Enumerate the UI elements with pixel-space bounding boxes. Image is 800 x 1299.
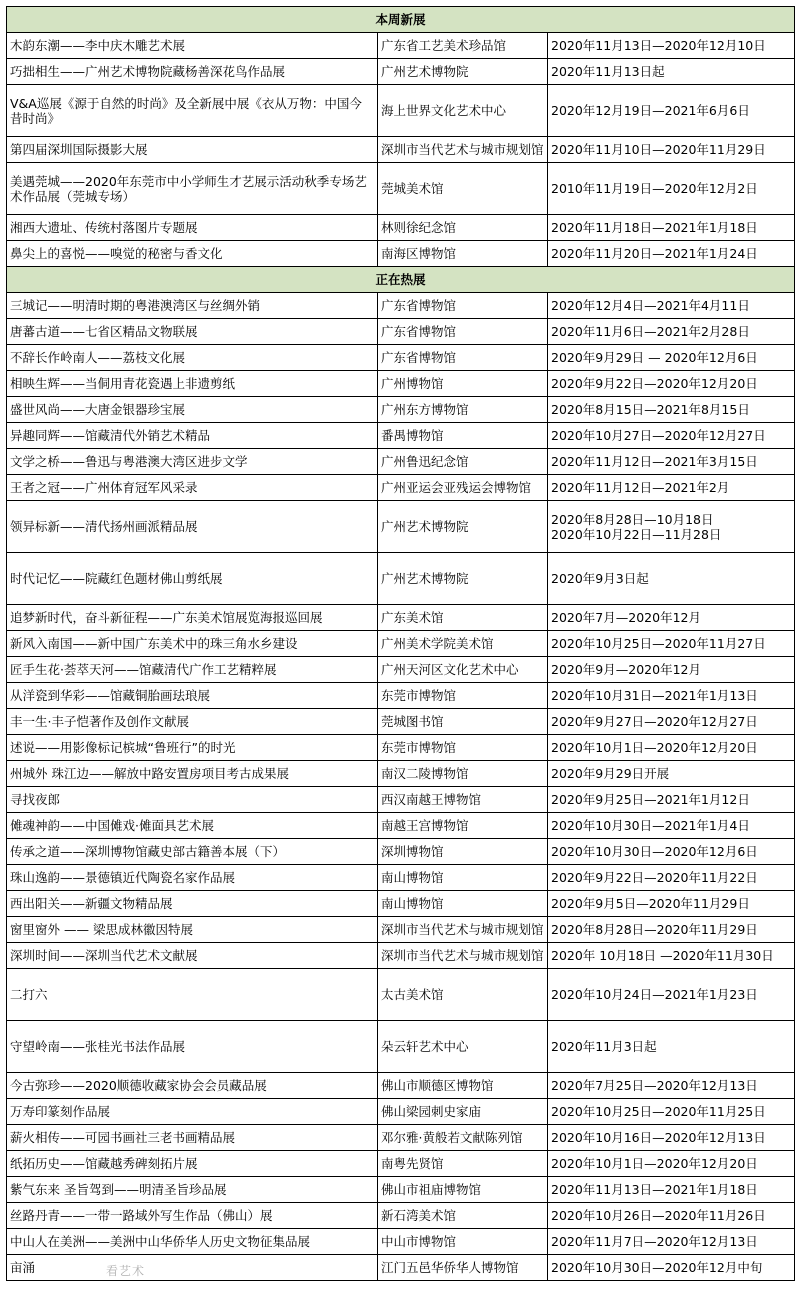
section-header bbox=[7, 267, 795, 293]
exhibition-venue: 深圳市当代艺术与城市规划馆 bbox=[378, 943, 548, 969]
exhibition-date bbox=[548, 969, 795, 1021]
table-row bbox=[7, 59, 795, 85]
table-row bbox=[7, 163, 795, 215]
table-row bbox=[7, 761, 795, 787]
date-line: 2020年10月25日—2020年11月27日 bbox=[551, 636, 766, 651]
exhibition-name: 王者之冠——广州体育冠军风采录 bbox=[7, 475, 378, 501]
table-row bbox=[7, 449, 795, 475]
exhibition-name: 鼻尖上的喜悦——嗅觉的秘密与香文化 bbox=[7, 241, 378, 267]
exhibition-venue: 莞城图书馆 bbox=[378, 709, 548, 735]
date-line: 2020年10月1日—2020年12月20日 bbox=[551, 1156, 758, 1171]
exhibition-name: 领异标新——清代扬州画派精品展 bbox=[7, 501, 378, 553]
exhibition-date bbox=[548, 1177, 795, 1203]
exhibition-date bbox=[548, 761, 795, 787]
table-row bbox=[7, 1229, 795, 1255]
exhibition-name: 匠手生花·荟萃天河——馆藏清代广作工艺精粹展 bbox=[7, 657, 378, 683]
exhibition-date bbox=[548, 1255, 795, 1281]
date-line: 2020年7月25日—2020年12月13日 bbox=[551, 1078, 758, 1093]
exhibition-name: 述说——用影像标记槟城“鲁班行”的时光 bbox=[7, 735, 378, 761]
exhibition-venue: 深圳市当代艺术与城市规划馆 bbox=[378, 917, 548, 943]
date-line: 2020年10月1日—2020年12月20日 bbox=[551, 740, 758, 755]
exhibition-name: 珠山逸韵——景德镇近代陶瓷名家作品展 bbox=[7, 865, 378, 891]
exhibition-date bbox=[548, 371, 795, 397]
exhibition-venue: 太古美术馆 bbox=[378, 969, 548, 1021]
exhibition-venue: 佛山梁园刺史家庙 bbox=[378, 1099, 548, 1125]
exhibition-venue: 番禺博物馆 bbox=[378, 423, 548, 449]
exhibition-venue: 广东省博物馆 bbox=[378, 319, 548, 345]
table-row bbox=[7, 1125, 795, 1151]
exhibition-date bbox=[548, 423, 795, 449]
table-row bbox=[7, 33, 795, 59]
exhibition-name: 中山人在美洲——美洲中山华侨华人历史文物征集品展 bbox=[7, 1229, 378, 1255]
exhibition-date bbox=[548, 865, 795, 891]
exhibition-name: 湘西大遗址、传统村落图片专题展 bbox=[7, 215, 378, 241]
exhibition-venue: 西汉南越王博物馆 bbox=[378, 787, 548, 813]
exhibition-date bbox=[548, 787, 795, 813]
table-row bbox=[7, 397, 795, 423]
date-line: 2020年9月25日—2021年1月12日 bbox=[551, 792, 750, 807]
exhibition-name: 时代记忆——院藏红色题材佛山剪纸展 bbox=[7, 553, 378, 605]
table-row bbox=[7, 371, 795, 397]
date-line: 2020年10月24日—2021年1月23日 bbox=[551, 987, 758, 1002]
exhibition-venue: 广州美术学院美术馆 bbox=[378, 631, 548, 657]
date-line: 2020年9月27日—2020年12月27日 bbox=[551, 714, 758, 729]
exhibition-date bbox=[548, 1229, 795, 1255]
exhibition-venue: 广州艺术博物院 bbox=[378, 553, 548, 605]
exhibition-venue: 广州东方博物馆 bbox=[378, 397, 548, 423]
exhibition-name: 州城外 珠江边——解放中路安置房项目考古成果展 bbox=[7, 761, 378, 787]
table-row bbox=[7, 657, 795, 683]
exhibition-name: 文学之桥——鲁迅与粤港澳大湾区进步文学 bbox=[7, 449, 378, 475]
exhibition-venue: 广东美术馆 bbox=[378, 605, 548, 631]
exhibition-date bbox=[548, 241, 795, 267]
exhibition-venue: 广州艺术博物院 bbox=[378, 59, 548, 85]
table-row bbox=[7, 1021, 795, 1073]
table-row bbox=[7, 553, 795, 605]
exhibition-date bbox=[548, 1021, 795, 1073]
date-line: 2020年11月13日—2021年1月18日 bbox=[551, 1182, 758, 1197]
exhibition-name: 相映生辉——当侗用青花瓷遇上非遗剪纸 bbox=[7, 371, 378, 397]
exhibition-venue: 深圳博物馆 bbox=[378, 839, 548, 865]
exhibition-name: 木韵东潮——李中庆木雕艺术展 bbox=[7, 33, 378, 59]
exhibition-date bbox=[548, 33, 795, 59]
exhibition-date bbox=[548, 397, 795, 423]
table-row bbox=[7, 1151, 795, 1177]
exhibition-venue: 朵云轩艺术中心 bbox=[378, 1021, 548, 1073]
exhibition-date bbox=[548, 1073, 795, 1099]
date-line: 2020年 10月18日 —2020年11月30日 bbox=[551, 948, 774, 963]
exhibition-name: 美遇莞城——2020年东莞市中小学师生才艺展示活动秋季专场艺术作品展（莞城专场） bbox=[7, 163, 378, 215]
date-line: 2020年10月22日—11月28日 bbox=[551, 526, 722, 542]
exhibition-venue: 林则徐纪念馆 bbox=[378, 215, 548, 241]
date-line: 2020年9月22日—2020年11月22日 bbox=[551, 870, 758, 885]
date-line: 2020年10月26日—2020年11月26日 bbox=[551, 1208, 766, 1223]
exhibition-date bbox=[548, 293, 795, 319]
date-line: 2020年9月—2020年12月 bbox=[551, 662, 701, 677]
date-line: 2020年11月13日起 bbox=[551, 64, 665, 79]
table-row bbox=[7, 787, 795, 813]
date-line: 2020年11月7日—2020年12月13日 bbox=[551, 1234, 758, 1249]
exhibition-venue: 广东省工艺美术珍品馆 bbox=[378, 33, 548, 59]
table-row bbox=[7, 215, 795, 241]
exhibition-venue: 东莞市博物馆 bbox=[378, 683, 548, 709]
date-line: 2020年10月16日—2020年12月13日 bbox=[551, 1130, 766, 1145]
exhibition-venue: 东莞市博物馆 bbox=[378, 735, 548, 761]
exhibition-date bbox=[548, 813, 795, 839]
exhibition-venue: 南越王宫博物馆 bbox=[378, 813, 548, 839]
exhibition-venue: 佛山市顺德区博物馆 bbox=[378, 1073, 548, 1099]
exhibition-date bbox=[548, 605, 795, 631]
date-line: 2020年9月22日—2020年12月20日 bbox=[551, 376, 758, 391]
exhibition-name: 从洋瓷到华彩——馆藏铜胎画珐琅展 bbox=[7, 683, 378, 709]
exhibition-name: 守望岭南——张桂光书法作品展 bbox=[7, 1021, 378, 1073]
exhibition-name: 傩魂神韵——中国傩戏·傩面具艺术展 bbox=[7, 813, 378, 839]
exhibition-venue: 江门五邑华侨华人博物馆 bbox=[378, 1255, 548, 1281]
exhibition-venue: 广东省博物馆 bbox=[378, 345, 548, 371]
watermark: 看艺术 bbox=[106, 1264, 146, 1278]
exhibition-name: 西出阳关——新疆文物精品展 bbox=[7, 891, 378, 917]
exhibition-name: 盛世风尚——大唐金银器珍宝展 bbox=[7, 397, 378, 423]
table-row bbox=[7, 319, 795, 345]
exhibition-venue: 广州博物馆 bbox=[378, 371, 548, 397]
date-line: 2020年11月6日—2021年2月28日 bbox=[551, 324, 750, 339]
exhibition-name: V&A巡展《源于自然的时尚》及全新展中展《衣从万物：中国今昔时尚》 bbox=[7, 85, 378, 137]
exhibition-date bbox=[548, 917, 795, 943]
date-line: 2020年11月10日—2020年11月29日 bbox=[551, 142, 766, 157]
section-title: 本周新展 bbox=[7, 7, 795, 33]
exhibition-date bbox=[548, 85, 795, 137]
exhibition-table bbox=[6, 6, 795, 1281]
section-header bbox=[7, 7, 795, 33]
exhibition-date bbox=[548, 553, 795, 605]
exhibition-venue: 广州鲁迅纪念馆 bbox=[378, 449, 548, 475]
exhibition-venue: 南海区博物馆 bbox=[378, 241, 548, 267]
exhibition-name: 亩涌 bbox=[7, 1255, 378, 1281]
table-row bbox=[7, 865, 795, 891]
table-row bbox=[7, 605, 795, 631]
date-line: 2020年10月31日—2021年1月13日 bbox=[551, 688, 758, 703]
exhibition-date bbox=[548, 839, 795, 865]
exhibition-date bbox=[548, 1203, 795, 1229]
exhibition-name: 窗里窗外 —— 梁思成林徽因特展 bbox=[7, 917, 378, 943]
date-line: 2020年9月29日 — 2020年12月6日 bbox=[551, 350, 758, 365]
table-row bbox=[7, 683, 795, 709]
exhibition-name: 第四届深圳国际摄影大展 bbox=[7, 137, 378, 163]
exhibition-venue: 海上世界文化艺术中心 bbox=[378, 85, 548, 137]
table-row bbox=[7, 735, 795, 761]
table-row bbox=[7, 917, 795, 943]
exhibition-venue: 南山博物馆 bbox=[378, 891, 548, 917]
exhibition-venue: 新石湾美术馆 bbox=[378, 1203, 548, 1229]
exhibition-name: 巧拙相生——广州艺术博物院藏杨善深花鸟作品展 bbox=[7, 59, 378, 85]
exhibition-name: 不辞长作岭南人——荔枝文化展 bbox=[7, 345, 378, 371]
exhibition-name: 传承之道——深圳博物馆藏史部古籍善本展（下） bbox=[7, 839, 378, 865]
exhibition-date bbox=[548, 345, 795, 371]
section-title: 正在热展 bbox=[7, 267, 795, 293]
table-row bbox=[7, 709, 795, 735]
date-line: 2020年10月25日—2020年11月25日 bbox=[551, 1104, 766, 1119]
date-line: 2020年9月3日起 bbox=[551, 571, 649, 586]
table-row bbox=[7, 475, 795, 501]
exhibition-venue: 邓尔雅·黄般若文献陈列馆 bbox=[378, 1125, 548, 1151]
exhibition-date bbox=[548, 1125, 795, 1151]
date-line: 2020年11月13日—2020年12月10日 bbox=[551, 38, 766, 53]
table-row bbox=[7, 1099, 795, 1125]
table-row bbox=[7, 241, 795, 267]
exhibition-venue: 广东省博物馆 bbox=[378, 293, 548, 319]
table-row bbox=[7, 137, 795, 163]
exhibition-date bbox=[548, 735, 795, 761]
date-line: 2020年10月30日—2020年12月中旬 bbox=[551, 1260, 763, 1275]
date-line: 2020年8月28日—10月18日 bbox=[551, 511, 714, 527]
exhibition-date bbox=[548, 137, 795, 163]
exhibition-venue: 深圳市当代艺术与城市规划馆 bbox=[378, 137, 548, 163]
date-line: 2020年11月20日—2021年1月24日 bbox=[551, 246, 758, 261]
exhibition-venue: 中山市博物馆 bbox=[378, 1229, 548, 1255]
exhibition-name: 紫气东来 圣旨驾到——明清圣旨珍品展 bbox=[7, 1177, 378, 1203]
exhibition-name: 丝路丹青——一带一路域外写生作品（佛山）展 bbox=[7, 1203, 378, 1229]
exhibition-date bbox=[548, 631, 795, 657]
exhibition-date bbox=[548, 215, 795, 241]
exhibition-date bbox=[548, 1151, 795, 1177]
exhibition-name: 万寿印篆刻作品展 bbox=[7, 1099, 378, 1125]
table-row bbox=[7, 501, 795, 553]
exhibition-date bbox=[548, 475, 795, 501]
exhibition-date bbox=[548, 449, 795, 475]
table-row bbox=[7, 1203, 795, 1229]
exhibition-venue: 广州艺术博物院 bbox=[378, 501, 548, 553]
exhibition-name: 二打六 bbox=[7, 969, 378, 1021]
exhibition-venue: 广州亚运会亚残运会博物馆 bbox=[378, 475, 548, 501]
date-line: 2020年11月12日—2021年2月 bbox=[551, 480, 730, 495]
exhibition-name: 薪火相传——可园书画社三老书画精品展 bbox=[7, 1125, 378, 1151]
exhibition-name: 纸拓历史——馆藏越秀碑刻拓片展 bbox=[7, 1151, 378, 1177]
date-line: 2020年10月27日—2020年12月27日 bbox=[551, 428, 766, 443]
date-line: 2020年8月15日—2021年8月15日 bbox=[551, 402, 750, 417]
date-line: 2020年7月—2020年12月 bbox=[551, 610, 701, 625]
exhibition-date bbox=[548, 501, 795, 553]
exhibition-name: 今古弥珍——2020顺德收藏家协会会员藏品展 bbox=[7, 1073, 378, 1099]
date-line: 2010年11月19日—2020年12月2日 bbox=[551, 181, 758, 196]
date-line: 2020年11月12日—2021年3月15日 bbox=[551, 454, 758, 469]
table-row bbox=[7, 293, 795, 319]
table-row bbox=[7, 85, 795, 137]
exhibition-name: 丰一生·丰子恺著作及创作文献展 bbox=[7, 709, 378, 735]
table-row bbox=[7, 891, 795, 917]
table-row bbox=[7, 631, 795, 657]
date-line: 2020年10月30日—2020年12月6日 bbox=[551, 844, 758, 859]
exhibition-name: 新风入南国——新中国广东美术中的珠三角水乡建设 bbox=[7, 631, 378, 657]
table-row bbox=[7, 943, 795, 969]
exhibition-date bbox=[548, 943, 795, 969]
exhibition-venue: 南粤先贤馆 bbox=[378, 1151, 548, 1177]
exhibition-date bbox=[548, 891, 795, 917]
date-line: 2020年8月28日—2020年11月29日 bbox=[551, 922, 758, 937]
date-line: 2020年10月30日—2021年1月4日 bbox=[551, 818, 750, 833]
exhibition-date bbox=[548, 683, 795, 709]
exhibition-date bbox=[548, 657, 795, 683]
date-line: 2020年11月3日起 bbox=[551, 1039, 657, 1054]
exhibition-name: 追梦新时代，奋斗新征程——广东美术馆展览海报巡回展 bbox=[7, 605, 378, 631]
exhibition-date bbox=[548, 163, 795, 215]
exhibition-venue: 广州天河区文化艺术中心 bbox=[378, 657, 548, 683]
table-row bbox=[7, 969, 795, 1021]
table-row bbox=[7, 345, 795, 371]
table-row bbox=[7, 1073, 795, 1099]
date-line: 2020年9月5日—2020年11月29日 bbox=[551, 896, 750, 911]
exhibition-name: 深圳时间——深圳当代艺术文献展 bbox=[7, 943, 378, 969]
exhibition-name: 唐蕃古道——七省区精品文物联展 bbox=[7, 319, 378, 345]
date-line: 2020年9月29日开展 bbox=[551, 766, 670, 781]
table-row bbox=[7, 813, 795, 839]
exhibition-date bbox=[548, 1099, 795, 1125]
table-row bbox=[7, 1177, 795, 1203]
exhibition-name: 三城记——明清时期的粤港澳湾区与丝绸外销 bbox=[7, 293, 378, 319]
exhibition-venue: 南山博物馆 bbox=[378, 865, 548, 891]
exhibition-venue: 南汉二陵博物馆 bbox=[378, 761, 548, 787]
exhibition-name: 异趣同辉——馆藏清代外销艺术精品 bbox=[7, 423, 378, 449]
date-line: 2020年12月4日—2021年4月11日 bbox=[551, 298, 750, 313]
exhibition-date bbox=[548, 59, 795, 85]
exhibition-date bbox=[548, 319, 795, 345]
date-line: 2020年11月18日—2021年1月18日 bbox=[551, 220, 758, 235]
table-row bbox=[7, 839, 795, 865]
exhibition-table-body bbox=[7, 7, 795, 1281]
date-line: 2020年12月19日—2021年6月6日 bbox=[551, 103, 750, 118]
exhibition-date bbox=[548, 709, 795, 735]
table-row bbox=[7, 423, 795, 449]
exhibition-venue: 莞城美术馆 bbox=[378, 163, 548, 215]
exhibition-name: 寻找夜郎 bbox=[7, 787, 378, 813]
exhibition-venue: 佛山市祖庙博物馆 bbox=[378, 1177, 548, 1203]
